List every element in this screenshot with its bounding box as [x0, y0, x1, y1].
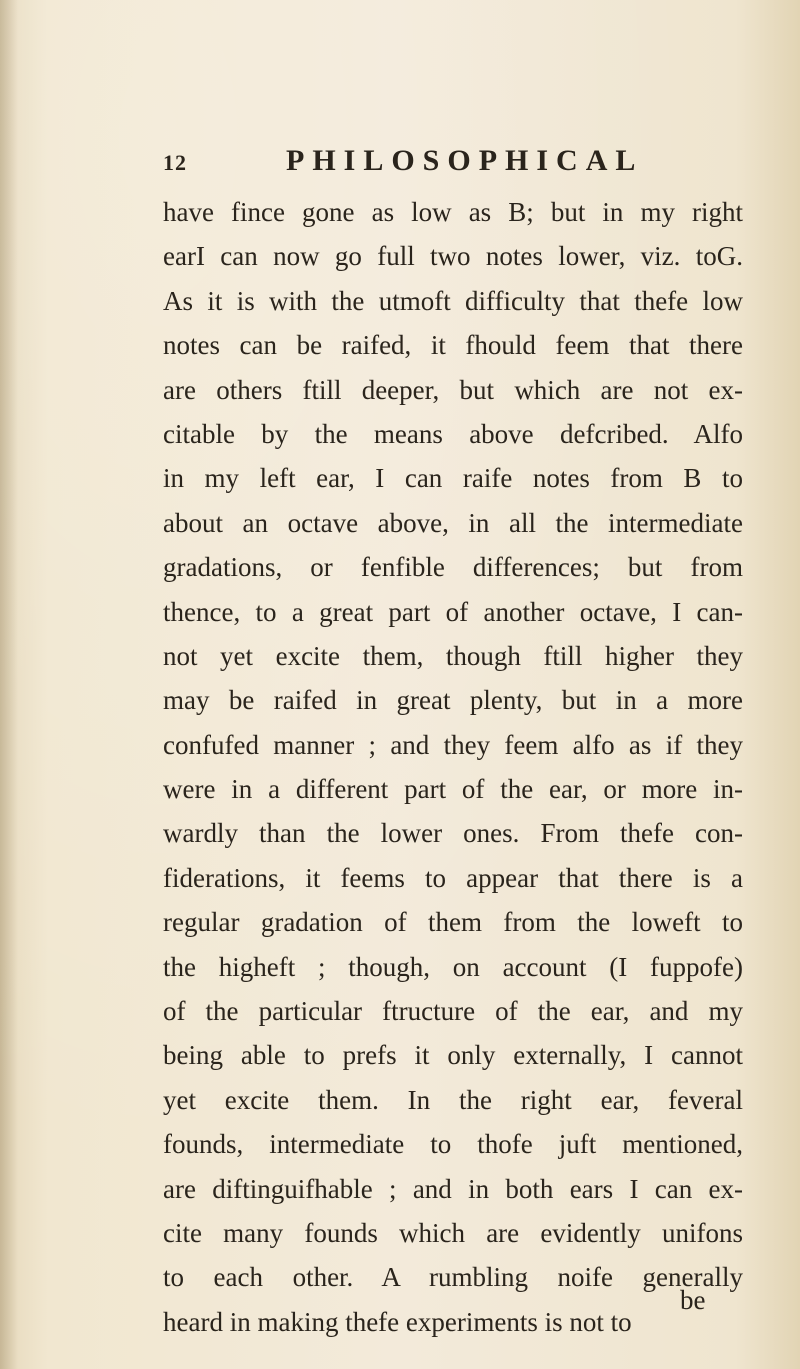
body-text [163, 190, 743, 1344]
text-line: cite many founds which are evidently unifons [163, 1217, 743, 1248]
text-line: thence, to a great part of another octave, I can- [163, 596, 743, 627]
text-line: confufed manner ; and they feem alfo as if they [163, 729, 743, 760]
text-line: in my left ear, I can raife notes from B to [163, 463, 743, 494]
text-line: citable by the means above defcribed. Alfo [163, 418, 743, 449]
text-line: regular gradation of them from the loweft to [163, 907, 743, 938]
text-line: were in a different part of the ear, or more in- [163, 774, 743, 805]
text-line: are diftinguifhable ; and in both ears I can ex- [163, 1173, 743, 1204]
text-line: not yet excite them, though ftill higher they [163, 640, 743, 671]
text-line: may be raifed in great plenty, but in a more [163, 685, 743, 716]
text-line: notes can be raifed, it fhould feem that there [163, 330, 743, 361]
text-line: of the particular ftructure of the ear, and my [163, 996, 743, 1027]
catchword: be [680, 1285, 706, 1315]
running-head: PHILOSOPHICAL [286, 144, 644, 177]
text-line: about an octave above, in all the intermediate [163, 507, 743, 538]
text-line: founds, intermediate to thofe juft mentioned, [163, 1129, 743, 1160]
page-header [163, 144, 723, 184]
text-line: wardly than the lower ones. From thefe con- [163, 818, 743, 849]
text-line: As it is with the utmoft difficulty that thefe low [163, 285, 743, 316]
text-line: fiderations, it feems to appear that there is a [163, 862, 743, 893]
text-line: yet excite them. In the right ear, feveral [163, 1084, 743, 1115]
page-number: 12 [163, 150, 187, 175]
text-line: are others ftill deeper, but which are not ex- [163, 374, 743, 405]
text-line: earI can now go full two notes lower, viz. toG. [163, 241, 743, 272]
text-line: the higheft ; though, on account (I fuppofe) [163, 951, 743, 982]
text-line: have fince gone as low as B; but in my right [163, 197, 743, 227]
text-line: to each other. A rumbling noife generally [163, 1262, 743, 1293]
text-line: gradations, or fenfible differences; but from [163, 552, 743, 583]
text-line: heard in making thefe experiments is not to [163, 1306, 632, 1337]
page-edge-stain [0, 0, 18, 1369]
text-line: being able to prefs it only externally, I cannot [163, 1040, 743, 1071]
